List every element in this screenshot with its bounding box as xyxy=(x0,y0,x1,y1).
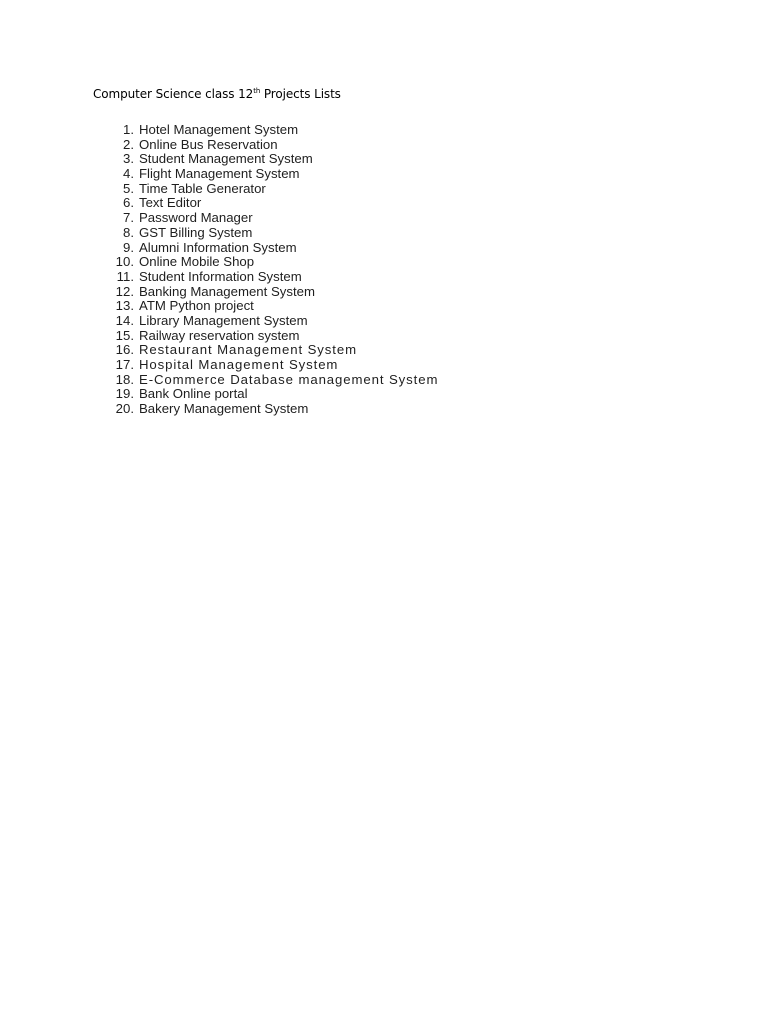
list-item-number: 1. xyxy=(123,122,134,137)
list-item-text: Online Mobile Shop xyxy=(139,254,255,270)
list-item-number: 16. xyxy=(115,342,134,358)
list-item-number: 12. xyxy=(115,283,134,299)
title-superscript: th xyxy=(253,87,261,95)
list-item-text: Railway reservation system xyxy=(139,327,300,343)
list-item-text: Hospital Management System xyxy=(139,357,339,372)
list-item-number: 19. xyxy=(115,386,134,402)
list-item-number: 20. xyxy=(115,401,134,417)
list-item-number: 4. xyxy=(123,166,134,182)
list-item-number: 6. xyxy=(123,195,134,211)
list-item-number: 18. xyxy=(115,371,134,387)
list-item-text: E-Commerce Database management System xyxy=(139,371,439,387)
list-item-text: Library Management System xyxy=(139,312,308,328)
list-item-text: Time Table Generator xyxy=(139,180,266,196)
title-rest: Projects Lists xyxy=(260,87,341,101)
list-item-number: 10. xyxy=(115,254,134,270)
list-item-number: 7. xyxy=(123,210,134,226)
list-item-text: Password Manager xyxy=(139,210,253,226)
list-item-text: ATM Python project xyxy=(139,298,254,314)
list-item-number: 13. xyxy=(115,298,134,314)
list-item-number: 3. xyxy=(123,151,134,167)
list-item-text: Bank Online portal xyxy=(139,386,248,402)
list-item-text: GST Billing System xyxy=(139,224,253,240)
list-item-text: Student Management System xyxy=(139,151,313,167)
list-item-number: 15. xyxy=(115,327,134,343)
document-title xyxy=(93,87,341,101)
list-item-number: 8. xyxy=(123,224,134,240)
list-item-text: Banking Management System xyxy=(139,283,315,299)
list-item-text: Online Bus Reservation xyxy=(139,136,278,152)
title-main: Computer Science class 12 xyxy=(93,87,254,101)
list-item-number: 2. xyxy=(123,136,134,152)
list-item-text: Hotel Management System xyxy=(139,122,299,137)
list-item-number: 5. xyxy=(123,180,134,196)
list-item-text: Student Information System xyxy=(139,268,302,284)
list-item-text: Restaurant Management System xyxy=(139,342,357,358)
list-item-text: Text Editor xyxy=(139,195,202,211)
list-item-number: 14. xyxy=(115,312,134,328)
list-item-number: 17. xyxy=(115,357,134,372)
list-item-number: 9. xyxy=(123,239,134,255)
list-item-number: 11. xyxy=(116,268,134,284)
list-item-text: Flight Management System xyxy=(139,166,300,182)
list-item-text: Alumni Information System xyxy=(139,239,297,255)
list-item-text: Bakery Management System xyxy=(139,401,309,417)
